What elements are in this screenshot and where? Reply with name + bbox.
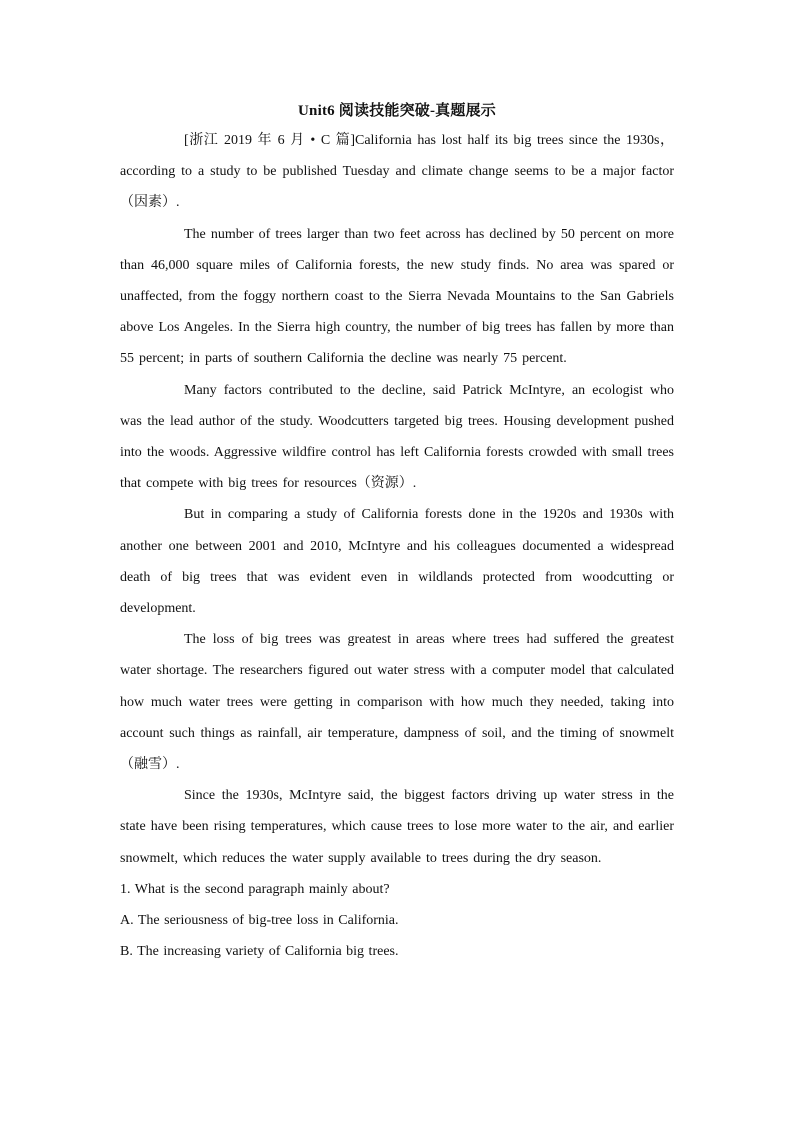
paragraph-comparison: But in comparing a study of California forests done in the 1920s and 1930s with another one between 2001 and 2010, McIntyre and his colleagues documented a widespread death of big trees that was evident even in wildlands protected from woodcutting or development. bbox=[120, 507, 674, 617]
paragraph-decline-stats: The number of trees larger than two feet across has declined by 50 percent on more than 46,000 square miles of California forests, the new study finds. No area was spared or unaffected, from the foggy northern coast to the Sierra Nevada Mountains to the San Gabriels above Los Angeles. In the Sierra high country, the number of big trees has fallen by more than 55 percent; in parts of southern California the decline was nearly 75 percent. bbox=[120, 226, 674, 367]
document-title: Unit6 阅读技能突破-真题展示 bbox=[298, 103, 496, 119]
paragraph-water-stress: The loss of big trees was greatest in areas where trees had suffered the greatest water shortage. The researchers figured out water stress with a computer model that calculated how much water trees were getting in comparison with how much they needed, taking into account such things as rainfall, air temperature, dampness of soil, and the timing of snowmelt （融雪）. bbox=[120, 632, 674, 773]
option-b: B. The increasing variety of California big trees. bbox=[120, 944, 399, 960]
option-a: A. The seriousness of big-tree loss in California. bbox=[120, 913, 399, 929]
paragraph-intro: [浙江 2019 年 6 月 • C 篇]California has lost half its big trees since the 1930s， according to a study to be published Tuesday and climate change seems to be a major factor（因素）. bbox=[120, 133, 674, 211]
paragraph-temperature: Since the 1930s, McIntyre said, the biggest factors driving up water stress in the state have been rising temperatures, which cause trees to lose more water to the air, and earlier snowmelt, which reduces the water supply available to trees during the dry season. bbox=[120, 788, 674, 866]
paragraph-factors: Many factors contributed to the decline, said Patrick McIntyre, an ecologist who was the lead author of the study. Woodcutters targeted big trees. Housing development pushed into the woods. Aggressive wildfire control has left California forests crowded with small trees that compete with big trees for resources（资源）. bbox=[120, 382, 674, 492]
question-stem: 1. What is the second paragraph mainly about? bbox=[120, 881, 390, 897]
